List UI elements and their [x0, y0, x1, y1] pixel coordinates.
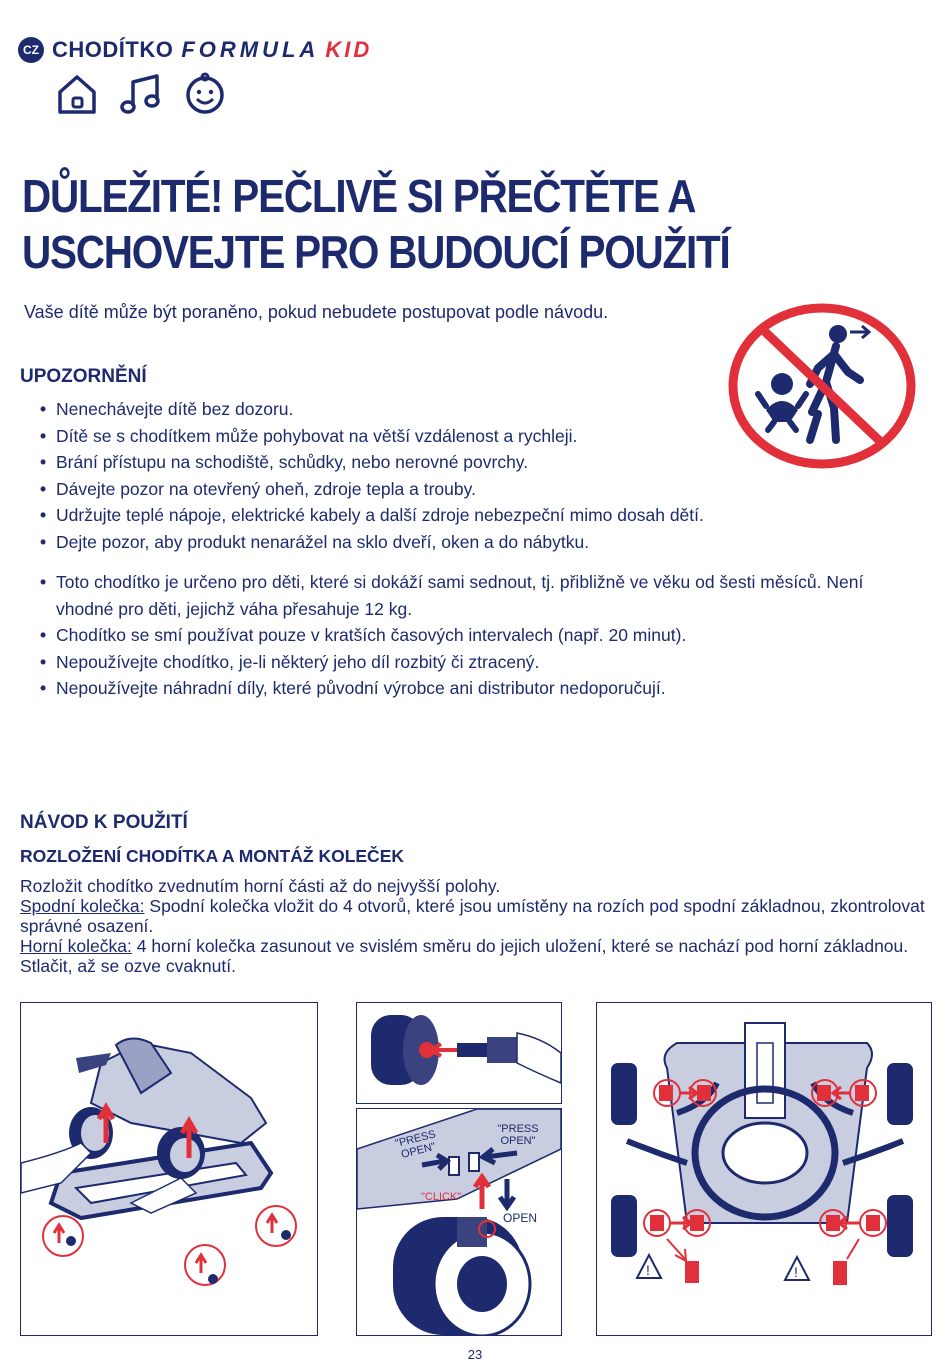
warnings-list-1 — [38, 396, 898, 555]
list-item: • Dejte pozor, aby produkt nenarážel na sklo dveří, oken a do nábytku. — [38, 529, 898, 556]
page-number: 23 — [467, 1347, 483, 1362]
brand-suffix: KID — [325, 37, 373, 62]
lower-wheels-text: Spodní kolečka vložit do 4 otvorů, které jsou umístěny na rozích pod spodní základnou, zkontrolovat správné osazení. — [20, 896, 925, 936]
list-item: • Nenechávejte dítě bez dozoru. — [38, 396, 898, 423]
instruction-lower-wheels — [20, 896, 935, 936]
intro-text: Vaše dítě může být poraněno, pokud nebudete postupovat podle návodu. — [24, 302, 609, 322]
upper-wheels-label: Horní kolečka: — [20, 936, 132, 956]
click-label: "CLICK" — [421, 1191, 462, 1203]
underside-illustration — [597, 1003, 931, 1335]
instructions-subheading: ROZLOŽENÍ CHODÍTKA A MONTÁŽ KOLEČEK — [20, 846, 405, 866]
list-item: • Dítě se s chodítkem může pohybovat na větší vzdálenost a rychleji. — [38, 423, 898, 450]
svg-text:!: ! — [794, 1264, 798, 1280]
wheel-insert-illustration — [357, 1003, 561, 1103]
list-item: • Chodítko se smí používat pouze v kratších časových intervalech (např. 20 minut). — [38, 622, 923, 649]
list-item: • Brání přístupu na schodiště, schůdky, nebo nerovné povrchy. — [38, 449, 898, 476]
instructions-body — [20, 876, 935, 976]
list-item: • Nepoužívejte chodítko, je-li některý jeho díl rozbitý či ztracený. — [38, 649, 923, 676]
brand-name: FORMULA — [181, 37, 320, 62]
instruction-line: Rozložit chodítko zvednutím horní části až do nejvyšší polohy. — [20, 876, 501, 896]
open-label: OPEN — [503, 1211, 538, 1225]
baby-face-icon — [183, 72, 227, 116]
warnings-list-2 — [38, 569, 923, 702]
figure-wheel-insert — [356, 1002, 562, 1104]
svg-text:!: ! — [646, 1262, 650, 1278]
list-item: • Udržujte teplé nápoje, elektrické kabely a další zdroje nebezpeční mimo dosah dětí. — [38, 502, 898, 529]
walker-illustration — [21, 1003, 317, 1335]
home-icon — [55, 72, 99, 116]
upper-wheels-text: 4 horní kolečka zasunout ve svislém směru do jejich uložení, které se nachází pod horní základnou. Stlačit, až se ozve cvaknutí. — [20, 936, 909, 976]
warnings-heading: UPOZORNĚNÍ — [20, 366, 147, 387]
figure-underside-wheels — [596, 1002, 932, 1336]
press-open-label-2: "PRESS OPEN" — [497, 1123, 539, 1147]
instructions-heading: NÁVOD K POUŽITÍ — [20, 812, 188, 833]
language-badge: CZ — [18, 37, 44, 63]
lower-wheels-label: Spodní kolečka: — [20, 896, 145, 916]
page-header — [18, 36, 372, 64]
press-open-label-1: "PRESS OPEN" — [394, 1128, 437, 1161]
list-item: • Dávejte pozor na otevřený oheň, zdroje tepla a trouby. — [38, 476, 898, 503]
list-item: • Toto chodítko je určeno pro děti, které si dokáží sami sednout, tj. přibližně ve věku od šesti měsíců. Není vhodné pro děti, jejichž váha přesahuje 12 kg. — [38, 569, 923, 622]
feature-icons — [55, 72, 227, 116]
figure-wheel-click — [356, 1108, 562, 1336]
music-note-icon — [119, 72, 163, 116]
figure-walker-assembly — [20, 1002, 318, 1336]
instruction-upper-wheels — [20, 936, 935, 976]
list-item: • Nepoužívejte náhradní díly, které původní výrobce ani distributor nedoporučují. — [38, 675, 923, 702]
page-title: DŮLEŽITÉ! PEČLIVĚ SI PŘEČTĚTE A USCHOVEJTE PRO BUDOUCÍ POUŽITÍ — [22, 170, 730, 278]
product-name: CHODÍTKO — [52, 37, 174, 62]
